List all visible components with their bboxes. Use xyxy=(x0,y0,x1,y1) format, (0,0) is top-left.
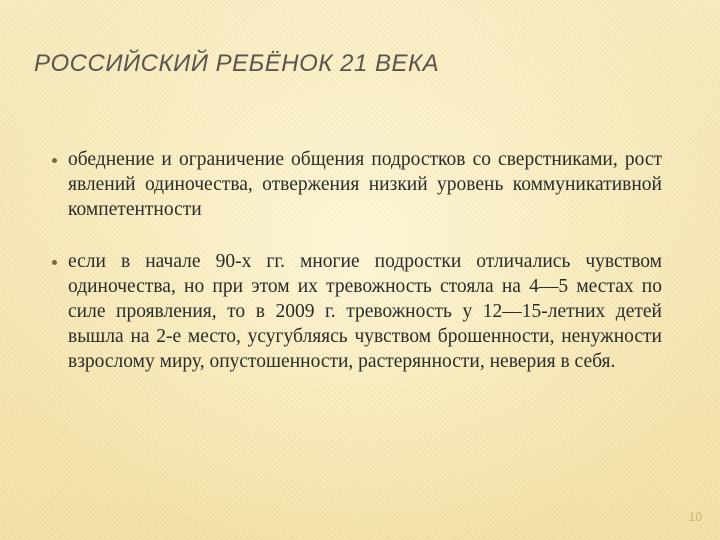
slide-title: РОССИЙСКИЙ РЕБЁНОК 21 ВЕКА xyxy=(34,50,440,77)
bullet-dot-icon xyxy=(52,158,57,163)
bullet-text: если в начале 90-х гг. многие подростки отличались чувством одиночества, но при этом их тревожность стояла на 4—5 местах по силе проявления, то в 2009 г. тревожность у 12—15-летних детей вышла на 2-е место, усугубляясь чувством брошенности, ненужности взрослому миру, опустошенности, растерянности, неверия в себя. xyxy=(68,251,662,372)
bullet-text: обеднение и ограничение общения подростков со сверстниками, рост явлений одиночества, отвержения низкий уровень коммуникативной компетентности xyxy=(68,149,662,220)
page-number: 10 xyxy=(688,510,702,524)
bullet-dot-icon xyxy=(52,260,57,265)
bullet-item xyxy=(52,250,662,374)
bullet-list xyxy=(52,148,662,402)
bullet-item xyxy=(52,148,662,222)
